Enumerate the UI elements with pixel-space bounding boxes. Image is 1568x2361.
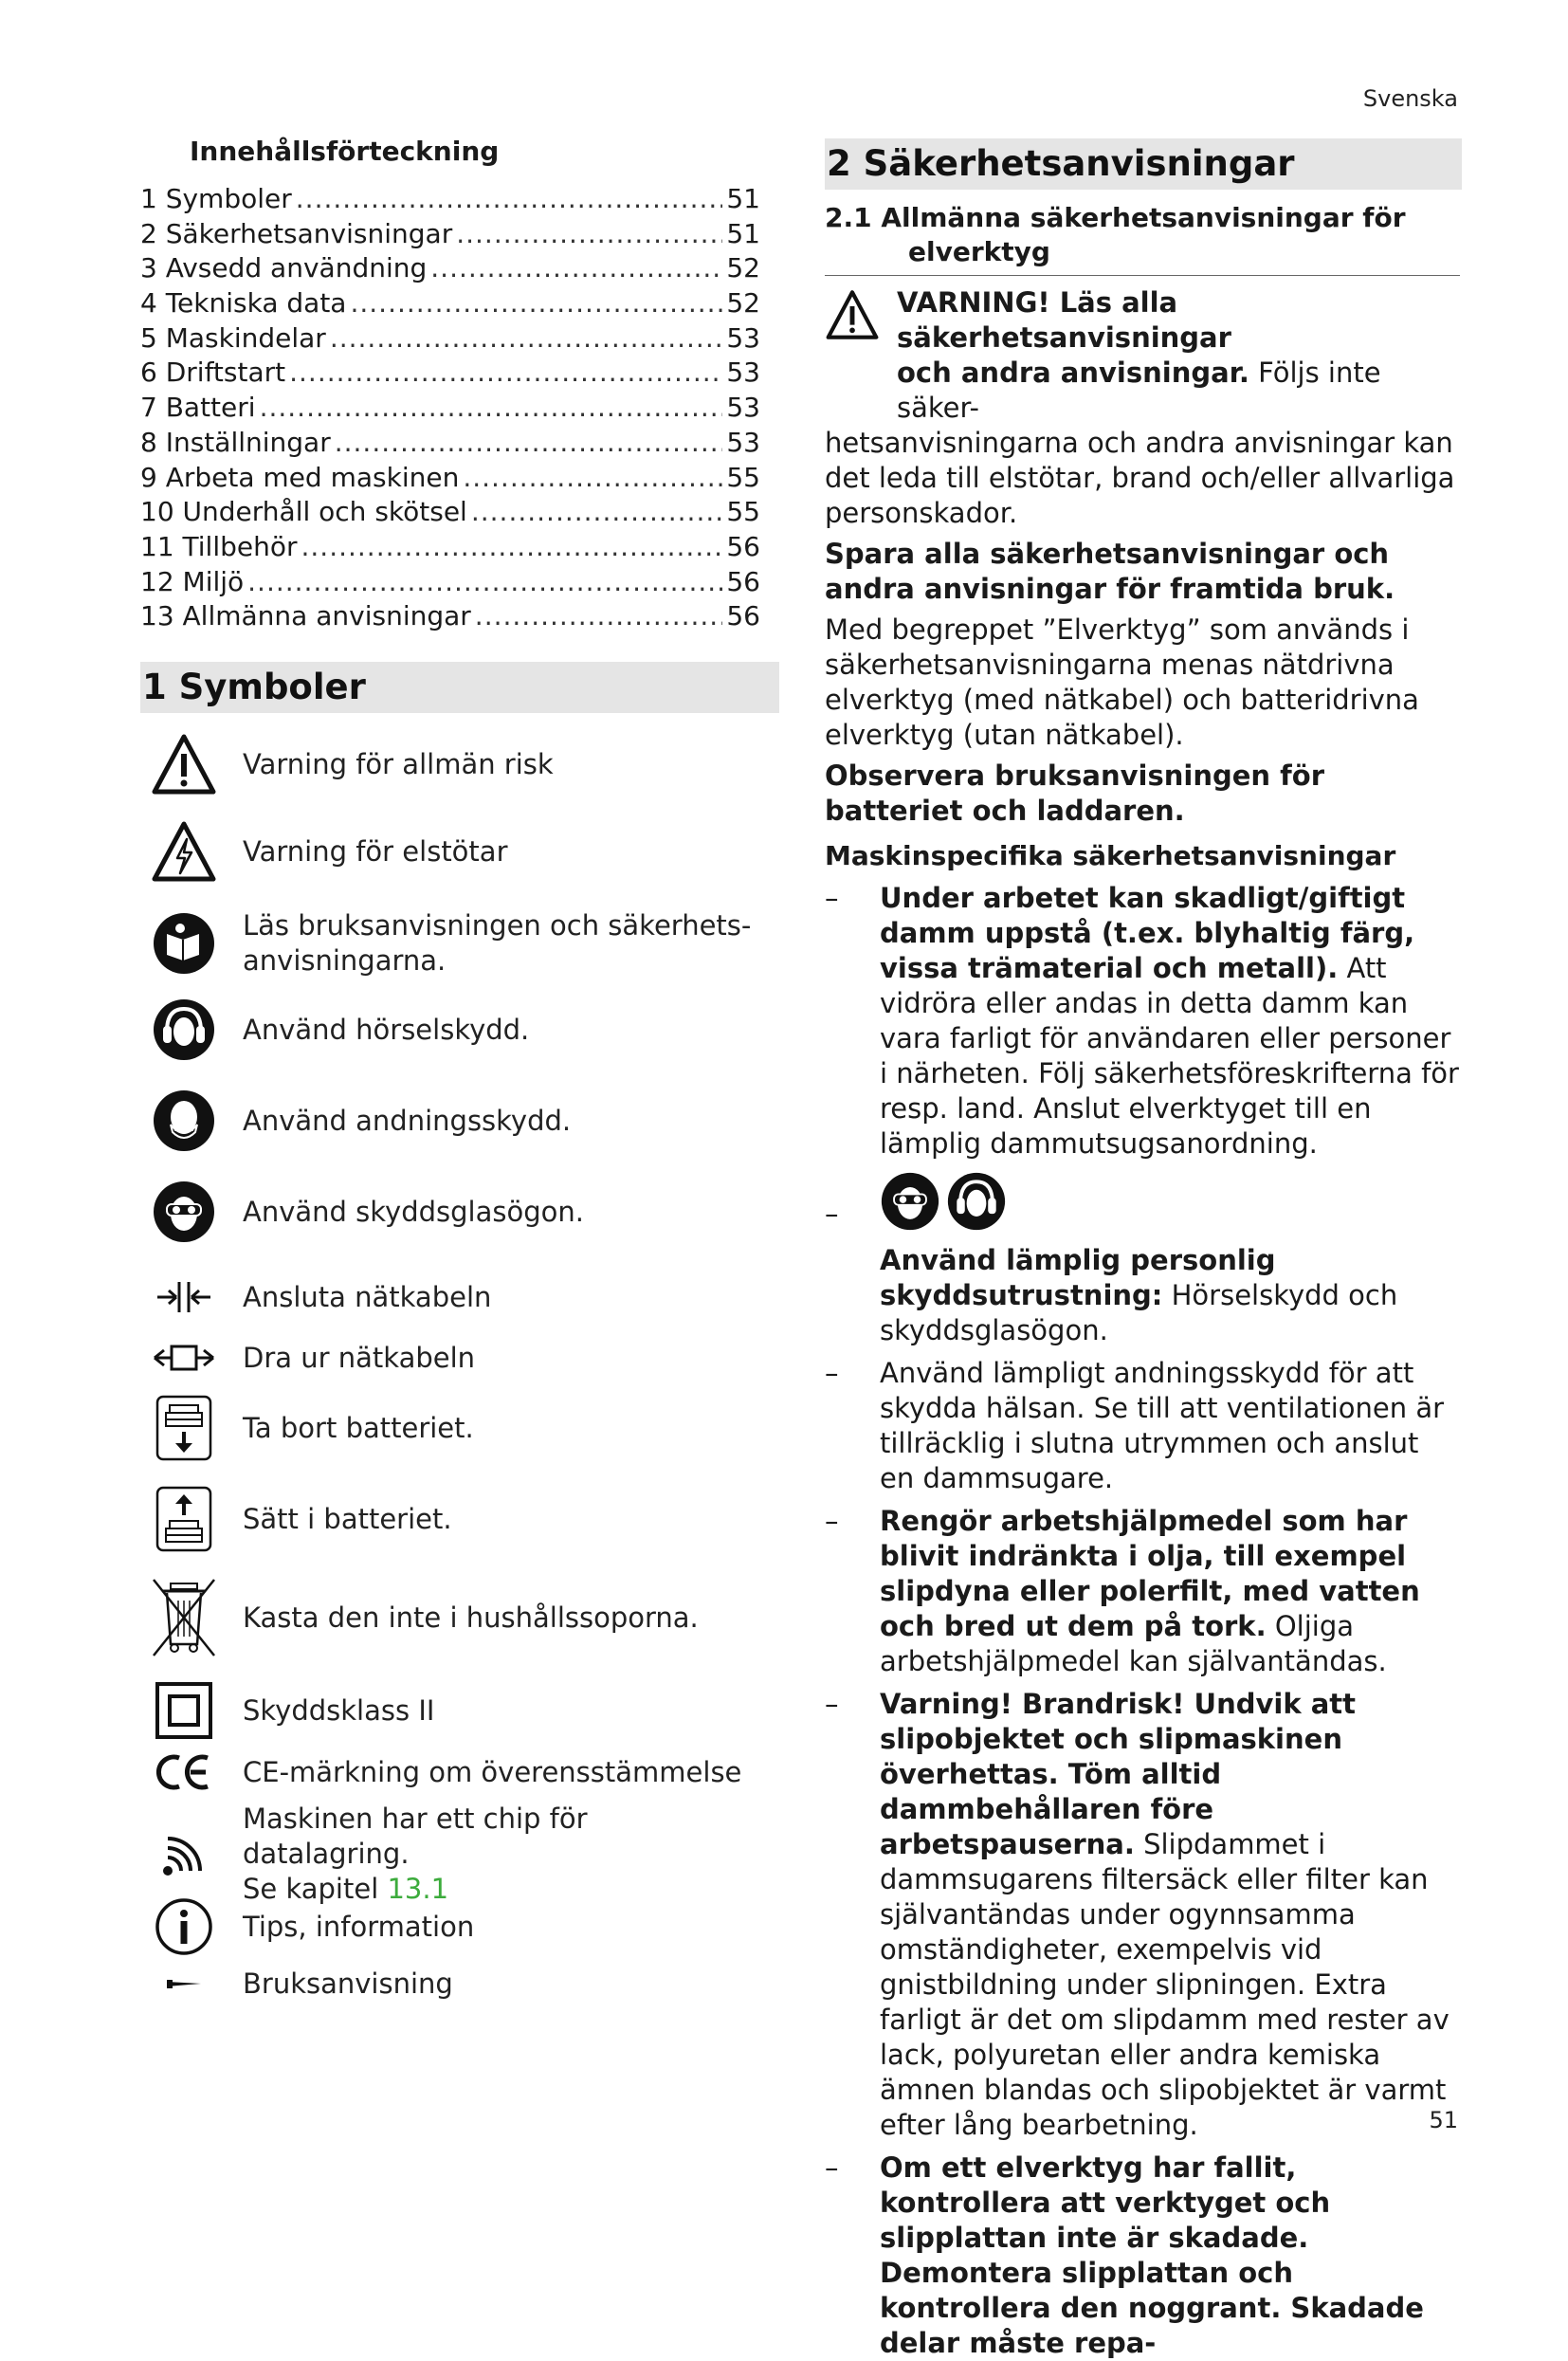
safety-goggles-icon <box>150 1178 218 1246</box>
symbol-row-info <box>150 1893 755 1961</box>
safety-section <box>825 138 1460 2361</box>
symbol-row-general-risk <box>150 730 755 798</box>
toc-entry[interactable] <box>140 599 760 634</box>
toc-entry[interactable] <box>140 251 760 286</box>
symbol-row-hearing <box>150 996 755 1064</box>
symbol-row-insert-battery <box>150 1485 755 1553</box>
bullet-respirator-text: Använd lämpligt andningsskydd för att skydda hälsan. Se till att ventilationen är tillräcklig i slutna utrymmen och anslut en dammsugare. <box>880 1357 1445 1494</box>
symbol-row-respirator <box>150 1087 755 1155</box>
bullet-fire-rest: Slipdammet i dammsugarens filtersäck eller filter kan självantändas under ogynnsamma omständigheter, exempelvis vid gnistbildning under slipningen. Extra farligt är det om slipdamm med rester av lack, polyuretan eller andra kemiska ämnen blandas och slipobjektet är varmt efter lång bearbetning. <box>880 1828 1449 2141</box>
symbol-text: Bruksanvisning <box>243 1967 453 2000</box>
toc-entry-label: 7 Batteri <box>140 392 256 424</box>
toc-list <box>140 182 760 634</box>
language-label: Svenska <box>1362 85 1458 112</box>
toc-entry-label: 2 Säkerhetsanvisningar <box>140 217 453 249</box>
toc-entry[interactable] <box>140 286 760 321</box>
symbol-text <box>243 1802 755 1907</box>
symbol-text: Använd hörselskydd. <box>243 1013 530 1046</box>
toc-entry[interactable] <box>140 565 760 600</box>
general-warning <box>825 285 1460 531</box>
symbol-text: Kasta den inte i hushållssoporna. <box>243 1601 699 1634</box>
toc-entry-page: 52 <box>726 287 760 320</box>
electric-shock-warning-icon <box>150 817 218 886</box>
symbol-row-instruction <box>150 1965 755 2003</box>
toc-entry-page: 51 <box>726 183 760 214</box>
toc-title: Innehållsförteckning <box>190 136 500 167</box>
instruction-arrow-icon <box>150 1965 218 2003</box>
toc-entry-label: 6 Driftstart <box>140 357 286 389</box>
warning-bold-line2: och andra anvisningar. <box>897 357 1249 389</box>
symbol-text: CE-märkning om överensstämmelse <box>243 1755 742 1788</box>
toc-leader-dots <box>260 391 723 426</box>
bullet-ppe <box>825 1171 1460 1348</box>
hearing-protection-icon <box>150 996 218 1064</box>
safety-goggles-icon <box>880 1171 940 1232</box>
toc-entry[interactable] <box>140 182 760 217</box>
subsection-heading-line1: 2.1 Allmänna säkerhetsanvisningar för <box>825 202 1406 233</box>
toc-leader-dots <box>471 495 723 530</box>
toc-entry-page: 51 <box>726 217 760 249</box>
bullet-fall-bold: Om ett elverktyg har fallit, kontrollera att verktyget och slipplattan inte är skadade. Demontera slipplattan och kontrollera den noggrant. Skadade delar måste repa- <box>880 2151 1424 2359</box>
toc-entry-label: 13 Allmänna anvisningar <box>140 600 471 632</box>
toc-entry-label: 9 Arbeta med maskinen <box>140 461 460 493</box>
bullet-fire-bold: Varning! Brandrisk! Undvik att slipobjektet och slipmaskinen överhettas. Töm alltid dammbehållaren före arbetspauserna. <box>880 1688 1357 1860</box>
toc-entry-label: 3 Avsedd användning <box>140 252 428 284</box>
toc-leader-dots <box>475 599 723 634</box>
bullet-oil-bold: Rengör arbetshjälpmedel som har blivit indränkta i olja, till exempel slipdyna eller polerfilt, med vatten och bred ut dem på tork. <box>880 1505 1420 1642</box>
symbol-text-line2: anvisningarna. <box>243 944 447 977</box>
toc-entry-page: 53 <box>726 357 760 389</box>
toc-entry-label: 5 Maskindelar <box>140 321 326 354</box>
respiratory-protection-icon <box>150 1087 218 1155</box>
toc-entry-label: 10 Underhåll och skötsel <box>140 496 467 528</box>
bullet-dust-rest: Att vidröra eller andas in detta damm kan vara farligt för användaren eller personer i närheten. Följ säkerhetsföreskrifterna för resp. land. Anslut elverktyget till en lämplig dammutsugsanordning. <box>880 952 1459 1160</box>
symbol-row-read-manual <box>150 908 755 979</box>
symbol-text: Använd andningsskydd. <box>243 1104 572 1137</box>
bullet-dash: – <box>825 1505 839 1537</box>
symbol-row-electric-shock <box>150 817 755 886</box>
warning-rest-2: hetsanvisningarna och andra anvisningar kan det leda till elstötar, brand och/eller allvarliga personskador. <box>825 427 1455 529</box>
crossed-bin-icon <box>150 1578 218 1657</box>
symbol-text-line1: Maskinen har ett chip för datalagring. <box>243 1803 588 1870</box>
toc-leader-dots <box>301 530 723 565</box>
bullet-dash: – <box>825 1688 839 1720</box>
ce-mark-icon <box>150 1748 218 1796</box>
bullet-dash: – <box>825 882 839 914</box>
toc-leader-dots <box>296 182 723 217</box>
symbol-row-goggles <box>150 1178 755 1246</box>
bullet-dust-bold: Under arbetet kan skadligt/giftigt damm uppstå (t.ex. blyhaltig färg, vissa trämaterial och metall). <box>880 882 1415 984</box>
symbols-heading: 1 Symboler <box>140 662 779 713</box>
save-instructions: Spara alla säkerhetsanvisningar och andra anvisningar för framtida bruk. <box>825 538 1395 605</box>
toc-leader-dots <box>430 251 722 286</box>
toc-entry-label: 11 Tillbehör <box>140 530 298 562</box>
remove-battery-icon <box>150 1394 218 1462</box>
toc-section <box>140 133 777 634</box>
toc-entry-page: 55 <box>726 496 760 528</box>
warning-line2 <box>825 356 1460 426</box>
symbol-text: Varning för allmän risk <box>243 747 554 780</box>
warning-triangle-icon <box>150 730 218 798</box>
toc-leader-dots <box>247 565 722 600</box>
subsection-heading-line2: elverktyg <box>908 236 1050 267</box>
machine-specific-heading: Maskinspecifika säkerhetsanvisningar <box>825 840 1396 871</box>
ppe-icons <box>880 1171 1460 1232</box>
symbol-text: Skyddsklass II <box>243 1693 435 1727</box>
toc-entry-label: 8 Inställningar <box>140 426 331 458</box>
warning-bold-line1: VARNING! Läs alla säkerhetsanvisningar <box>897 286 1231 354</box>
symbol-text-line1: Läs bruksanvisningen och säkerhets- <box>243 909 752 942</box>
symbol-row-connect <box>150 1263 755 1331</box>
bullet-dash: – <box>825 1198 839 1230</box>
toc-entry[interactable] <box>140 461 760 496</box>
toc-leader-dots <box>289 356 722 391</box>
chapter-link[interactable]: 13.1 <box>387 1873 449 1905</box>
disconnect-cable-icon <box>150 1324 218 1392</box>
data-chip-icon <box>150 1821 218 1889</box>
bullet-oil <box>825 1504 1460 1679</box>
protection-class-ii-icon <box>150 1676 218 1745</box>
toc-entry-page: 56 <box>726 530 760 562</box>
toc-leader-dots <box>456 217 722 252</box>
toc-entry-page: 55 <box>726 461 760 493</box>
symbol-text <box>243 908 755 979</box>
symbol-text: Använd skyddsglasögon. <box>243 1195 584 1228</box>
toc-entry[interactable] <box>140 356 760 391</box>
symbol-row-ce <box>150 1748 755 1796</box>
ppe-text <box>880 1243 1460 1348</box>
bullet-fall <box>825 2151 1460 2361</box>
symbol-row-protection-class <box>150 1676 755 1745</box>
symbol-text: Varning för elstötar <box>243 834 508 868</box>
symbol-row-disconnect <box>150 1324 755 1392</box>
toc-leader-dots <box>330 321 723 357</box>
warning-triangle-icon <box>825 289 880 340</box>
subsection-heading <box>825 201 1460 276</box>
toc-entry[interactable] <box>140 217 760 252</box>
toc-entry-label: 4 Tekniska data <box>140 287 347 320</box>
toc-entry[interactable] <box>140 391 760 426</box>
symbol-text: Dra ur nätkabeln <box>243 1341 476 1374</box>
toc-entry[interactable] <box>140 530 760 565</box>
safety-heading: 2 Säkerhetsanvisningar <box>825 138 1462 190</box>
symbol-text-line2: Se kapitel <box>243 1873 388 1905</box>
bullet-respirator <box>825 1356 1460 1496</box>
toc-entry[interactable] <box>140 426 760 461</box>
battery-note: Observera bruksanvisningen för batteriet och laddaren. <box>825 760 1324 827</box>
bullet-dash: – <box>825 1357 839 1389</box>
toc-entry-label: 1 Symboler <box>140 183 292 214</box>
insert-battery-icon <box>150 1485 218 1553</box>
bullet-dust <box>825 881 1460 1162</box>
symbol-row-bin <box>150 1578 755 1657</box>
toc-entry[interactable] <box>140 495 760 530</box>
read-manual-icon <box>150 909 218 978</box>
toc-entry-page: 52 <box>726 252 760 284</box>
toc-entry-label: 12 Miljö <box>140 565 245 597</box>
symbol-text: Sätt i batteriet. <box>243 1502 452 1535</box>
info-icon <box>150 1893 218 1961</box>
symbol-text: Ansluta nätkabeln <box>243 1280 492 1313</box>
symbol-text: Ta bort batteriet. <box>243 1411 474 1444</box>
bullet-dash: – <box>825 2151 839 2184</box>
toc-entry-page: 53 <box>726 321 760 354</box>
power-tool-definition: Med begreppet ”Elverktyg” som används i säkerhetsanvisningarna menas nätdrivna elverktyg (med nätkabel) och batteridrivna elverktyg (utan nätkabel). <box>825 613 1419 751</box>
toc-leader-dots <box>463 461 722 496</box>
warning-rest-1: Följs inte säker- <box>897 357 1381 424</box>
hearing-protection-icon <box>946 1171 1007 1232</box>
bullet-fire <box>825 1687 1460 2143</box>
toc-leader-dots <box>335 426 723 461</box>
ppe-bold: Använd lämplig personlig skyddsutrustning: <box>880 1244 1276 1311</box>
toc-entry[interactable] <box>140 321 760 357</box>
page-number: 51 <box>1429 2107 1458 2133</box>
toc-entry-page: 56 <box>726 600 760 632</box>
symbol-row-data-chip <box>150 1802 755 1907</box>
bullet-oil-rest: Oljiga arbetshjälpmedel kan självantändas. <box>880 1610 1387 1677</box>
ppe-rest: Hörselskydd och skyddsglasögon. <box>880 1279 1398 1346</box>
symbol-text: Tips, information <box>243 1910 475 1943</box>
connect-cable-icon <box>150 1263 218 1331</box>
toc-entry-page: 53 <box>726 426 760 458</box>
toc-entry-page: 56 <box>726 565 760 597</box>
toc-leader-dots <box>350 286 722 321</box>
symbol-row-remove-battery <box>150 1394 755 1462</box>
toc-entry-page: 53 <box>726 392 760 424</box>
